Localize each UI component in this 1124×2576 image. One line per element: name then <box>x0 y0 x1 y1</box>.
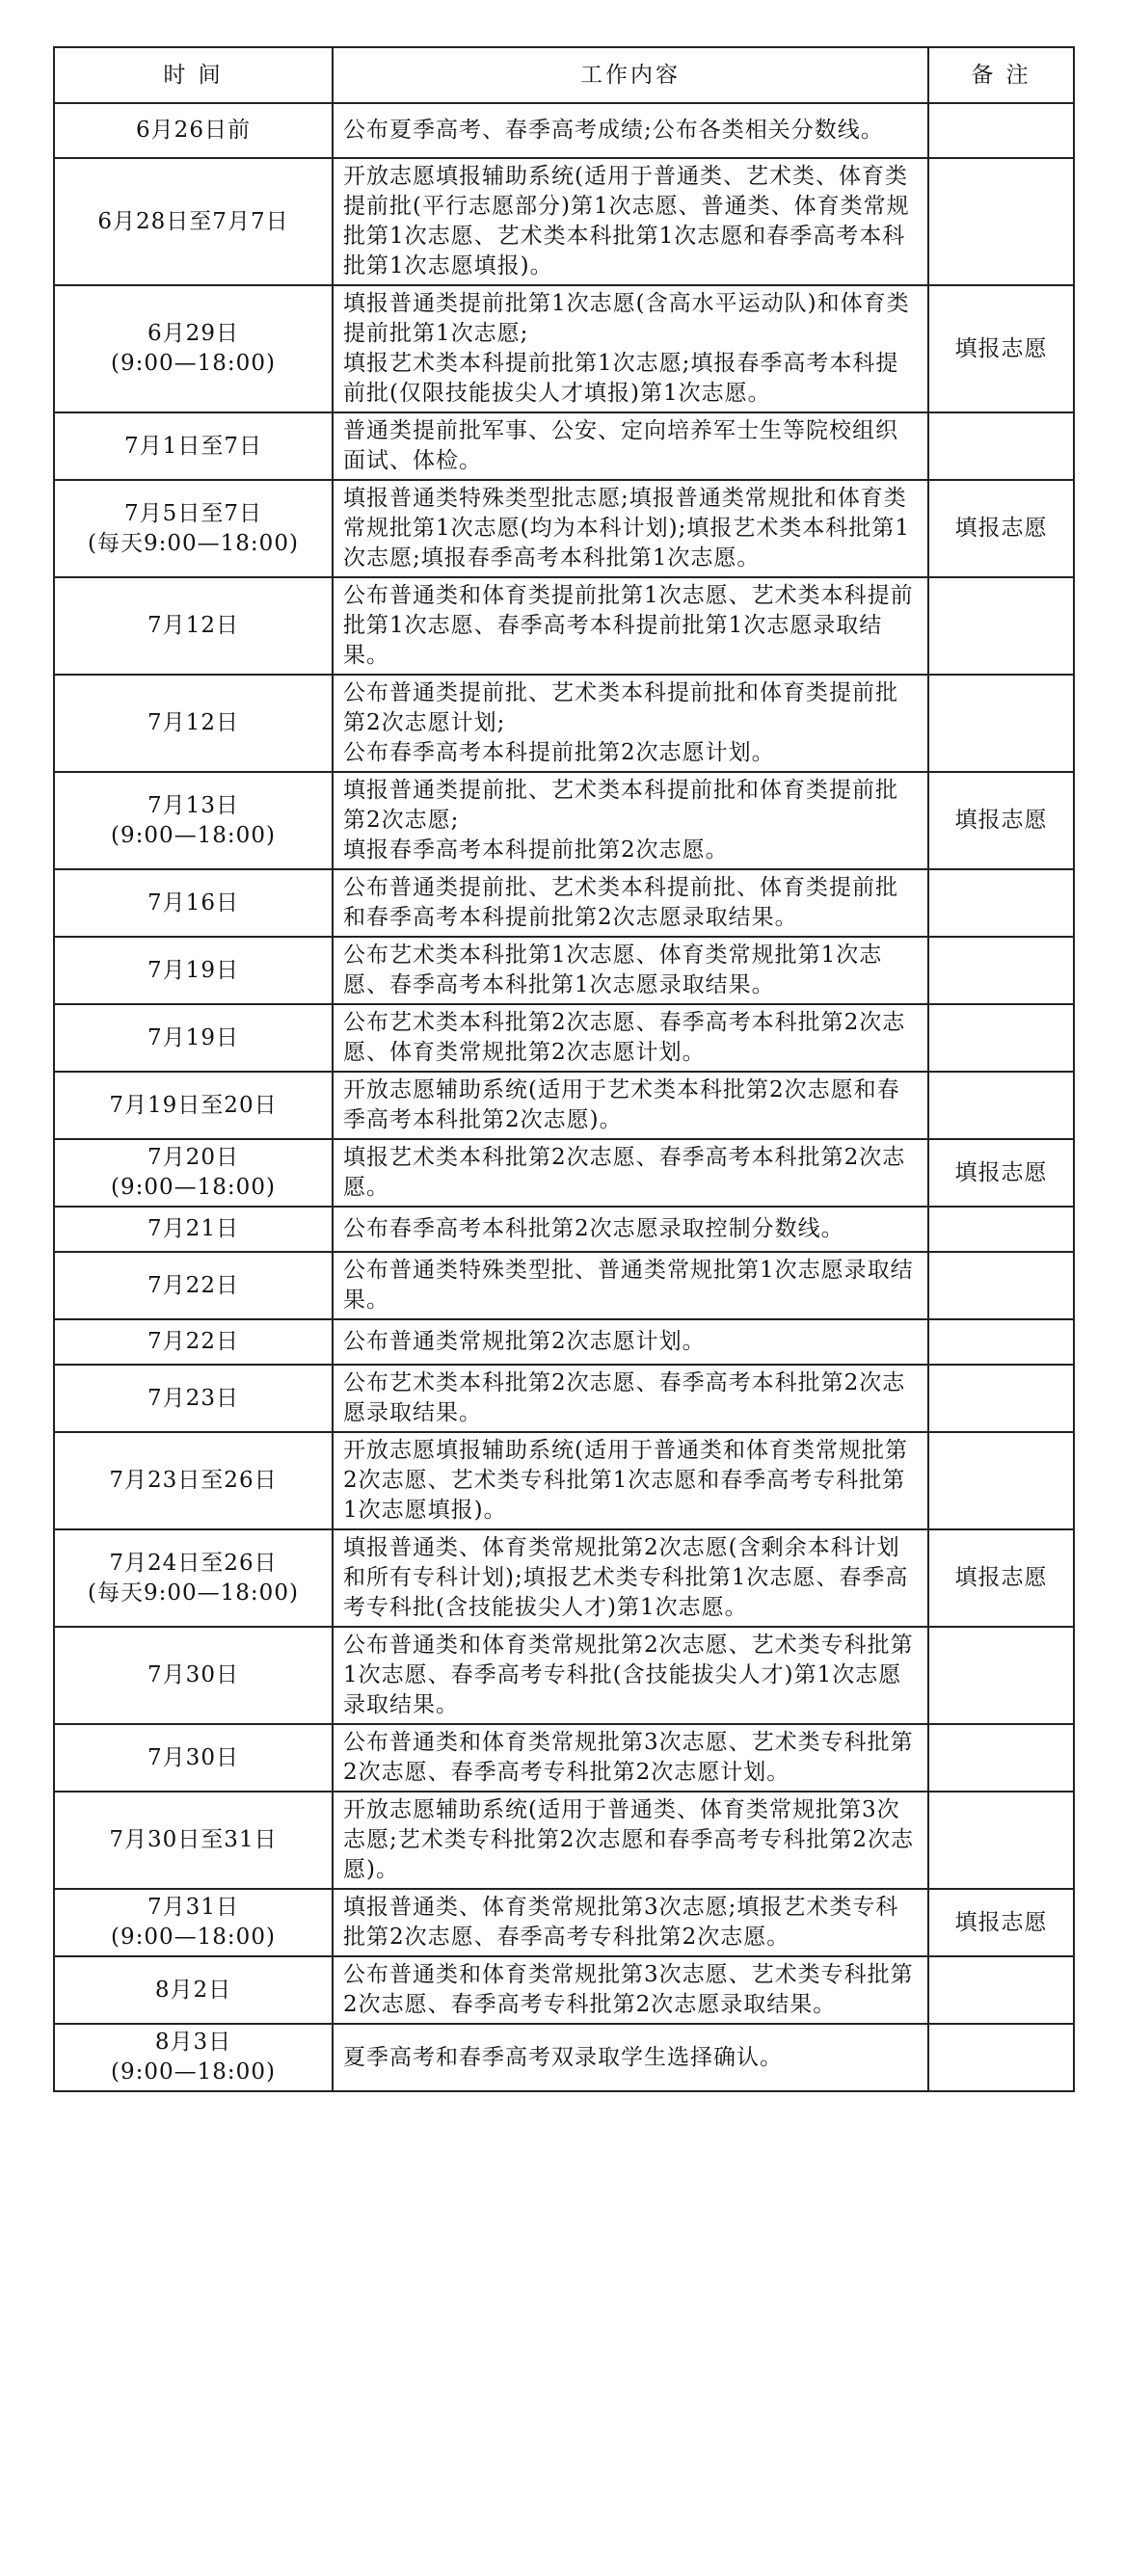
table-row <box>54 1365 1074 1432</box>
content-cell: 公布夏季高考、春季高考成绩;公布各类相关分数线。 <box>333 103 928 158</box>
content-cell: 开放志愿辅助系统(适用于艺术类本科批第2次志愿和春季高考本科批第2次志愿)。 <box>333 1072 928 1139</box>
content-cell: 公布春季高考本科批第2次志愿录取控制分数线。 <box>333 1207 928 1252</box>
time-cell: 7月1日至7日 <box>54 412 333 480</box>
table-row <box>54 285 1074 412</box>
content-cell: 公布普通类和体育类常规批第2次志愿、艺术类专科批第1次志愿、春季高考专科批(含技能拔尖人才)第1次志愿录取结果。 <box>333 1627 928 1724</box>
time-cell: 7月23日 <box>54 1365 333 1432</box>
content-cell: 公布艺术类本科批第1次志愿、体育类常规批第1次志愿、春季高考本科批第1次志愿录取结果。 <box>333 937 928 1004</box>
content-cell: 夏季高考和春季高考双录取学生选择确认。 <box>333 2024 928 2091</box>
content-cell: 填报普通类提前批第1次志愿(含高水平运动队)和体育类提前批第1次志愿; 填报艺术类本科提前批第1次志愿;填报春季高考本科提前批(仅限技能拔尖人才填报)第1次志愿。 <box>333 285 928 412</box>
content-cell: 公布普通类提前批、艺术类本科提前批、体育类提前批和春季高考本科提前批第2次志愿录取结果。 <box>333 869 928 937</box>
content-cell: 填报普通类、体育类常规批第2次志愿(含剩余本科计划和所有专科计划);填报艺术类专科批第1次志愿、春季高考专科批(含技能拔尖人才)第1次志愿。 <box>333 1529 928 1627</box>
table-row <box>54 1004 1074 1072</box>
table-row <box>54 1319 1074 1365</box>
time-cell: 7月21日 <box>54 1207 333 1252</box>
note-cell <box>928 1207 1074 1252</box>
time-cell: 7月22日 <box>54 1252 333 1319</box>
note-cell <box>928 1072 1074 1139</box>
time-cell: 7月5日至7日 (每天9:00—18:00) <box>54 480 333 577</box>
time-cell: 7月12日 <box>54 577 333 675</box>
header-content: 工作内容 <box>333 47 928 103</box>
note-cell: 填报志愿 <box>928 1139 1074 1207</box>
content-cell: 公布艺术类本科批第2次志愿、春季高考本科批第2次志愿录取结果。 <box>333 1365 928 1432</box>
note-cell <box>928 1319 1074 1365</box>
table-row <box>54 1889 1074 1956</box>
time-cell: 8月3日 (9:00—18:00) <box>54 2024 333 2091</box>
table-row <box>54 577 1074 675</box>
table-row <box>54 1207 1074 1252</box>
note-cell <box>928 2024 1074 2091</box>
table-row <box>54 158 1074 285</box>
note-cell <box>928 1252 1074 1319</box>
note-cell: 填报志愿 <box>928 285 1074 412</box>
content-cell: 公布艺术类本科批第2次志愿、春季高考本科批第2次志愿、体育类常规批第2次志愿计划。 <box>333 1004 928 1072</box>
content-cell: 公布普通类和体育类常规批第3次志愿、艺术类专科批第2次志愿、春季高考专科批第2次志愿计划。 <box>333 1724 928 1792</box>
schedule-table <box>53 46 1075 2092</box>
note-cell <box>928 1365 1074 1432</box>
time-cell: 8月2日 <box>54 1956 333 2024</box>
content-cell: 填报普通类特殊类型批志愿;填报普通类常规批和体育类常规批第1次志愿(均为本科计划);填报艺术类本科批第1次志愿;填报春季高考本科批第1次志愿。 <box>333 480 928 577</box>
table-row <box>54 412 1074 480</box>
time-cell: 7月20日 (9:00—18:00) <box>54 1139 333 1207</box>
time-cell: 7月12日 <box>54 675 333 772</box>
table-row <box>54 1956 1074 2024</box>
time-cell: 7月22日 <box>54 1319 333 1365</box>
note-cell <box>928 1792 1074 1889</box>
content-cell: 公布普通类特殊类型批、普通类常规批第1次志愿录取结果。 <box>333 1252 928 1319</box>
table-row <box>54 2024 1074 2091</box>
note-cell: 填报志愿 <box>928 1889 1074 1956</box>
table-row <box>54 1072 1074 1139</box>
header-row <box>54 47 1074 103</box>
content-cell: 普通类提前批军事、公安、定向培养军士生等院校组织面试、体检。 <box>333 412 928 480</box>
note-cell <box>928 577 1074 675</box>
time-cell: 7月30日 <box>54 1724 333 1792</box>
table-row <box>54 937 1074 1004</box>
table-row <box>54 1627 1074 1724</box>
table-row <box>54 869 1074 937</box>
time-cell: 7月19日 <box>54 1004 333 1072</box>
time-cell: 7月13日 (9:00—18:00) <box>54 772 333 869</box>
header-time: 时 间 <box>54 47 333 103</box>
table-row <box>54 1792 1074 1889</box>
time-cell: 7月19日 <box>54 937 333 1004</box>
note-cell <box>928 1004 1074 1072</box>
header-note: 备 注 <box>928 47 1074 103</box>
content-cell: 公布普通类提前批、艺术类本科提前批和体育类提前批第2次志愿计划; 公布春季高考本科提前批第2次志愿计划。 <box>333 675 928 772</box>
time-cell: 7月19日至20日 <box>54 1072 333 1139</box>
table-row <box>54 772 1074 869</box>
table-row <box>54 1139 1074 1207</box>
content-cell: 开放志愿辅助系统(适用于普通类、体育类常规批第3次志愿;艺术类专科批第2次志愿和春季高考专科批第2次志愿)。 <box>333 1792 928 1889</box>
time-cell: 6月28日至7月7日 <box>54 158 333 285</box>
content-cell: 开放志愿填报辅助系统(适用于普通类和体育类常规批第2次志愿、艺术类专科批第1次志愿和春季高考专科批第1次志愿填报)。 <box>333 1432 928 1529</box>
content-cell: 公布普通类和体育类常规批第3次志愿、艺术类专科批第2次志愿、春季高考专科批第2次志愿录取结果。 <box>333 1956 928 2024</box>
table-row <box>54 103 1074 158</box>
note-cell <box>928 412 1074 480</box>
note-cell: 填报志愿 <box>928 1529 1074 1627</box>
time-cell: 7月16日 <box>54 869 333 937</box>
note-cell <box>928 1627 1074 1724</box>
note-cell: 填报志愿 <box>928 772 1074 869</box>
note-cell <box>928 1432 1074 1529</box>
note-cell <box>928 869 1074 937</box>
time-cell: 7月24日至26日 (每天9:00—18:00) <box>54 1529 333 1627</box>
table-row <box>54 675 1074 772</box>
time-cell: 7月31日 (9:00—18:00) <box>54 1889 333 1956</box>
table-row <box>54 1432 1074 1529</box>
note-cell <box>928 103 1074 158</box>
time-cell: 6月29日 (9:00—18:00) <box>54 285 333 412</box>
content-cell: 填报艺术类本科批第2次志愿、春季高考本科批第2次志愿。 <box>333 1139 928 1207</box>
note-cell <box>928 158 1074 285</box>
note-cell <box>928 937 1074 1004</box>
content-cell: 开放志愿填报辅助系统(适用于普通类、艺术类、体育类提前批(平行志愿部分)第1次志愿、普通类、体育类常规批第1次志愿、艺术类本科批第1次志愿和春季高考本科批第1次志愿填报)。 <box>333 158 928 285</box>
content-cell: 填报普通类提前批、艺术类本科提前批和体育类提前批第2次志愿; 填报春季高考本科提前批第2次志愿。 <box>333 772 928 869</box>
time-cell: 7月23日至26日 <box>54 1432 333 1529</box>
content-cell: 填报普通类、体育类常规批第3次志愿;填报艺术类专科批第2次志愿、春季高考专科批第2次志愿。 <box>333 1889 928 1956</box>
note-cell <box>928 675 1074 772</box>
time-cell: 6月26日前 <box>54 103 333 158</box>
content-cell: 公布普通类和体育类提前批第1次志愿、艺术类本科提前批第1次志愿、春季高考本科提前批第1次志愿录取结果。 <box>333 577 928 675</box>
content-cell: 公布普通类常规批第2次志愿计划。 <box>333 1319 928 1365</box>
time-cell: 7月30日 <box>54 1627 333 1724</box>
time-cell: 7月30日至31日 <box>54 1792 333 1889</box>
table-row <box>54 1529 1074 1627</box>
table-row <box>54 1252 1074 1319</box>
table-row <box>54 1724 1074 1792</box>
note-cell: 填报志愿 <box>928 480 1074 577</box>
note-cell <box>928 1724 1074 1792</box>
note-cell <box>928 1956 1074 2024</box>
table-row <box>54 480 1074 577</box>
schedule-body <box>54 103 1074 2091</box>
